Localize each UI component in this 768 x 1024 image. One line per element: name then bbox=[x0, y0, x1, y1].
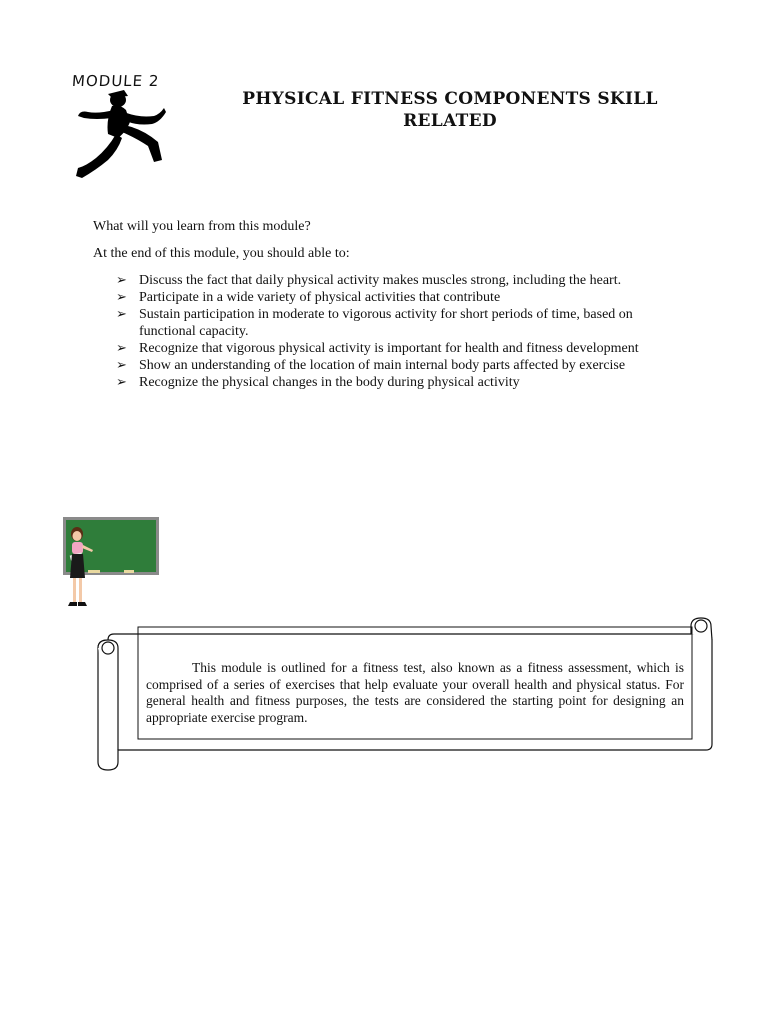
objective-text: Sustain participation in moderate to vigorous activity for short periods of time, based on functional capacity. bbox=[139, 307, 633, 339]
arrow-bullet-icon: ➢ bbox=[116, 307, 127, 322]
objective-text: Show an understanding of the location of main internal body parts affected by exercise bbox=[139, 358, 626, 373]
list-item bbox=[116, 306, 676, 340]
list-item bbox=[116, 374, 676, 391]
arrow-bullet-icon: ➢ bbox=[116, 273, 127, 288]
arrow-bullet-icon: ➢ bbox=[116, 290, 127, 305]
objective-text: Participate in a wide variety of physical activities that contribute bbox=[139, 290, 501, 305]
arrow-bullet-icon: ➢ bbox=[116, 375, 127, 390]
scroll-text: This module is outlined for a fitness test, also known as a fitness assessment, which is comprised of a series of exercises that help evaluate your overall health and physical status. For general health and fitness purposes, the tests are considered the starting point for designing an appropriate exercise program. bbox=[146, 660, 684, 725]
list-item bbox=[116, 340, 676, 357]
intro-question: What will you learn from this module? bbox=[93, 219, 311, 234]
module-label: MODULE 2 bbox=[71, 72, 161, 90]
list-item bbox=[116, 357, 676, 374]
list-item bbox=[116, 272, 676, 289]
objectives-list bbox=[116, 272, 676, 391]
objective-text: Recognize the physical changes in the body during physical activity bbox=[139, 375, 520, 390]
arrow-bullet-icon: ➢ bbox=[116, 358, 127, 373]
page-title: PHYSICAL FITNESS COMPONENTS SKILL RELATED bbox=[242, 89, 658, 131]
teacher-chalkboard-illustration bbox=[58, 512, 166, 616]
intro-lead: At the end of this module, you should able to: bbox=[93, 246, 350, 261]
objective-text: Discuss the fact that daily physical activity makes muscles strong, including the heart. bbox=[139, 273, 622, 288]
arrow-bullet-icon: ➢ bbox=[116, 341, 127, 356]
runner-silhouette-icon bbox=[68, 88, 172, 184]
objective-text: Recognize that vigorous physical activity is important for health and fitness development bbox=[139, 341, 639, 356]
list-item bbox=[116, 289, 676, 306]
